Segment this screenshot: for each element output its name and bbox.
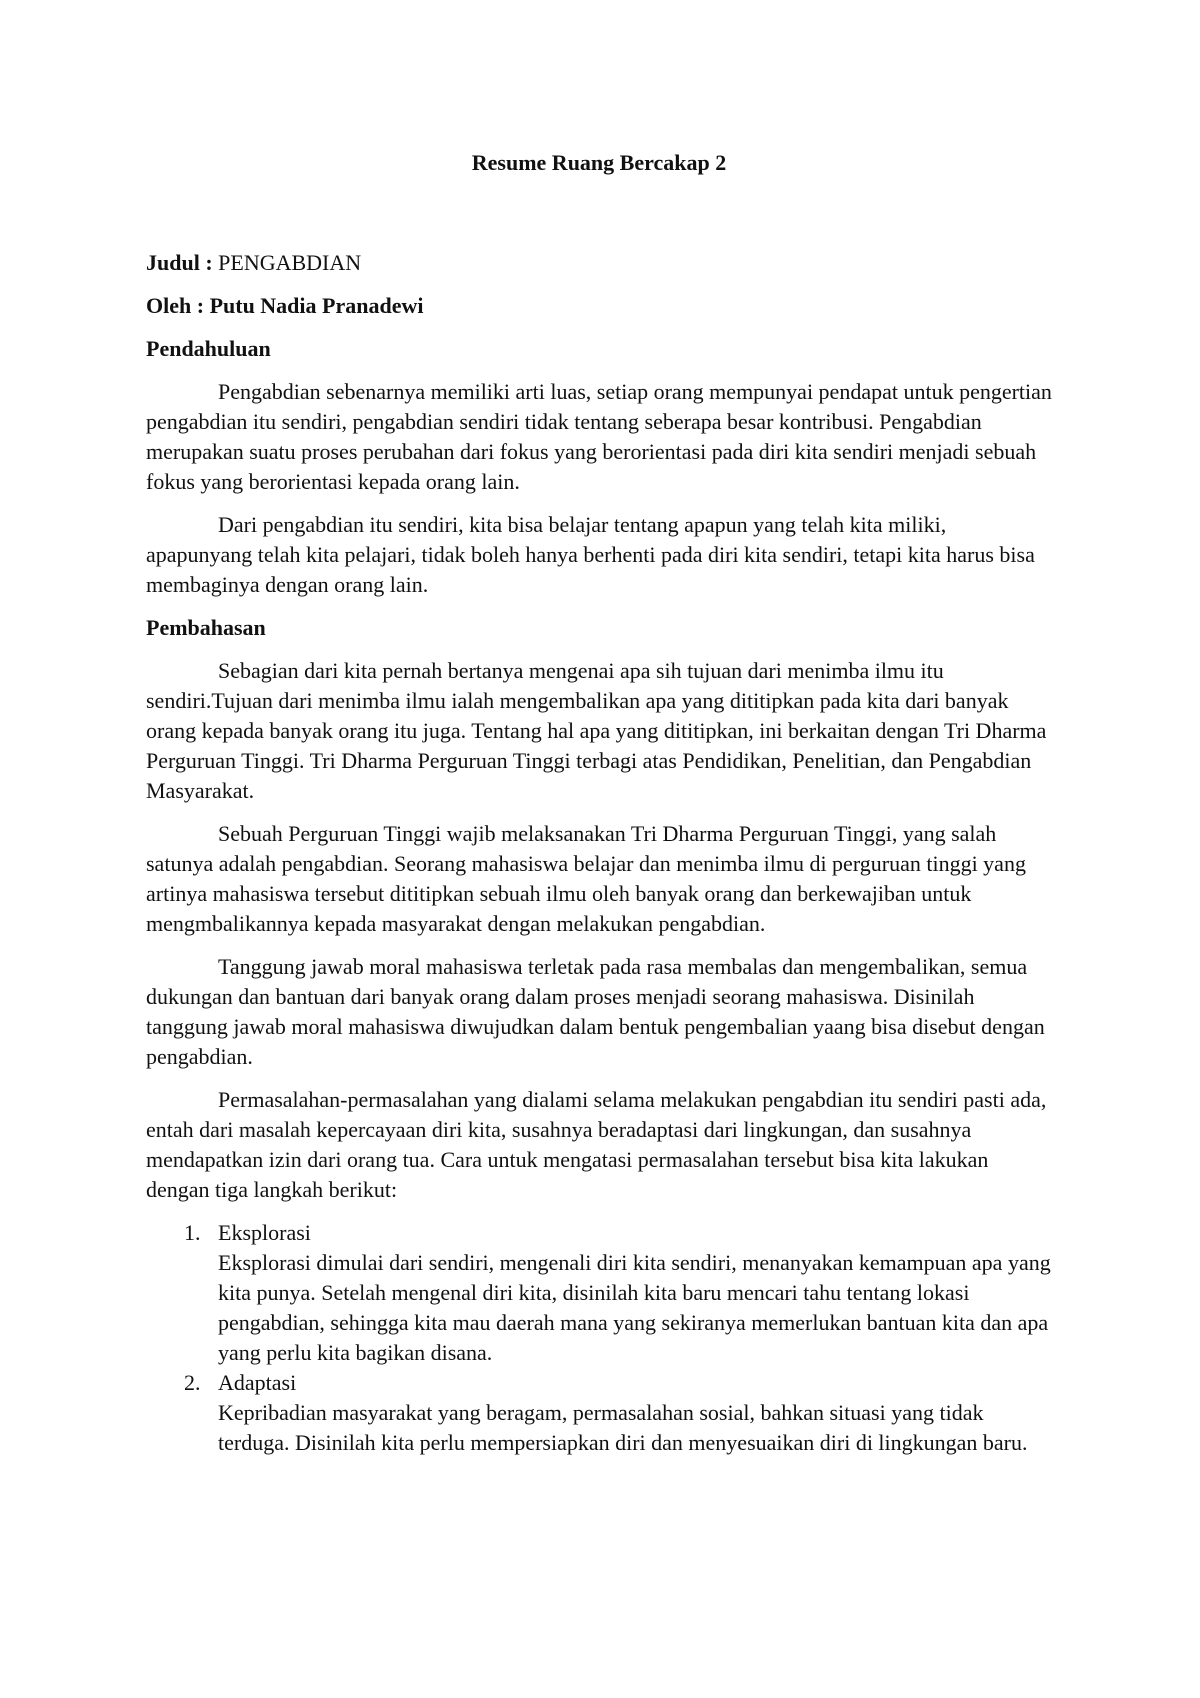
list-number: 2.	[184, 1370, 201, 1395]
list-item-title: Eksplorasi	[218, 1220, 311, 1245]
paragraph: Sebuah Perguruan Tinggi wajib melaksanakan Tri Dharma Perguruan Tinggi, yang salah satunya adalah pengabdian. Seorang mahasiswa belajar dan menimba ilmu di perguruan tinggi yang artinya mahasiswa tersebut dititipkan sebuah ilmu oleh banyak orang dan berkewajiban untuk mengmbalikannya kepada masyarakat dengan melakukan pengabdian.	[146, 821, 1026, 936]
list-item	[184, 1218, 1052, 1368]
list-item-body: Kepribadian masyarakat yang beragam, permasalahan sosial, bahkan situasi yang tidak terduga. Disinilah kita perlu mempersiapkan diri dan menyesuaikan diri di lingkungan baru.	[218, 1400, 1028, 1455]
steps-list	[146, 1218, 1052, 1458]
judul-label: Judul :	[146, 250, 213, 275]
list-item	[184, 1368, 1052, 1458]
oleh-label: Oleh :	[146, 293, 205, 318]
judul-line	[146, 248, 1052, 278]
paragraph: Permasalahan-permasalahan yang dialami selama melakukan pengabdian itu sendiri pasti ada, entah dari masalah kepercayaan diri kita, susahnya beradaptasi dari lingkungan, dan susahnya mendapatkan izin dari orang tua. Cara untuk mengatasi permasalahan tersebut bisa kita lakukan dengan tiga langkah berikut:	[146, 1087, 1047, 1202]
list-item-title: Adaptasi	[218, 1370, 297, 1395]
document-title: Resume Ruang Bercakap 2	[471, 150, 727, 175]
paragraph: Sebagian dari kita pernah bertanya mengenai apa sih tujuan dari menimba ilmu itu sendiri.Tujuan dari menimba ilmu ialah mengembalikan apa yang dititipkan pada kita dari banyak orang kepada banyak orang itu juga. Tentang hal apa yang dititipkan, ini berkaitan dengan Tri Dharma Perguruan Tinggi. Tri Dharma Perguruan Tinggi terbagi atas Pendidikan, Penelitian, dan Pengabdian Masyarakat.	[146, 658, 1047, 803]
oleh-line	[146, 291, 1052, 321]
paragraph: Pengabdian sebenarnya memiliki arti luas, setiap orang mempunyai pendapat untuk pengertian pengabdian itu sendiri, pengabdian sendiri tidak tentang seberapa besar kontribusi. Pengabdian merupakan suatu proses perubahan dari fokus yang berorientasi pada diri kita sendiri menjadi sebuah fokus yang berorientasi kepada orang lain.	[146, 379, 1052, 494]
judul-value: PENGABDIAN	[218, 250, 362, 275]
paragraph: Dari pengabdian itu sendiri, kita bisa belajar tentang apapun yang telah kita miliki, apapunyang telah kita pelajari, tidak boleh hanya berhenti pada diri kita sendiri, tetapi kita harus bisa membaginya dengan orang lain.	[146, 512, 1035, 597]
section-heading-pendahuluan: Pendahuluan	[146, 336, 271, 361]
oleh-value: Putu Nadia Pranadewi	[209, 293, 424, 318]
list-number: 1.	[184, 1220, 201, 1245]
section-heading-pembahasan: Pembahasan	[146, 615, 266, 640]
paragraph: Tanggung jawab moral mahasiswa terletak pada rasa membalas dan mengembalikan, semua dukungan dan bantuan dari banyak orang dalam proses menjadi seorang mahasiswa. Disinilah tanggung jawab moral mahasiswa diwujudkan dalam bentuk pengembalian yaang bisa disebut dengan pengabdian.	[146, 954, 1045, 1069]
list-item-body: Eksplorasi dimulai dari sendiri, mengenali diri kita sendiri, menanyakan kemampuan apa yang kita punya. Setelah mengenal diri kita, disinilah kita baru mencari tahu tentang lokasi pengabdian, sehingga kita mau daerah mana yang sekiranya memerlukan bantuan kita dan apa yang perlu kita bagikan disana.	[218, 1250, 1051, 1365]
document-page	[146, 148, 1052, 1458]
